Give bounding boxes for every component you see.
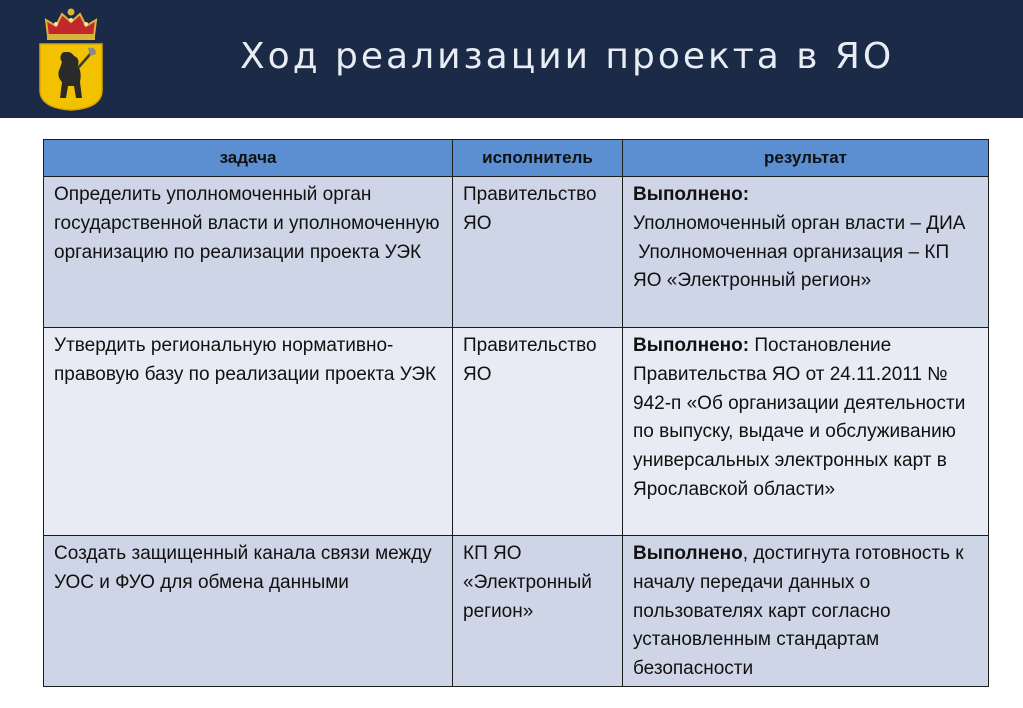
- task-cell: Утвердить региональную нормативно-правовую базу по реализации проекта УЭК: [44, 328, 453, 536]
- result-cell: [623, 328, 989, 536]
- result-status: Выполнено: [633, 543, 743, 564]
- column-header-executor: исполнитель: [453, 140, 623, 177]
- result-cell: [623, 177, 989, 328]
- column-header-result: результат: [623, 140, 989, 177]
- result-status: Выполнено:: [633, 184, 750, 205]
- result-status: Выполнено:: [633, 335, 750, 356]
- task-cell: Определить уполномоченный орган государственной власти и уполномоченную организацию по реализации проекта УЭК: [44, 177, 453, 328]
- executor-cell: КП ЯО «Электронный регион»: [453, 536, 623, 687]
- table-header-row: [44, 140, 989, 177]
- table-row: [44, 536, 989, 687]
- yaroslavl-coat-of-arms-icon: [34, 6, 108, 112]
- result-text: Уполномоченный орган власти – ДИА: [633, 212, 966, 234]
- column-header-task: задача: [44, 140, 453, 177]
- page-title: Ход реализации проекта в ЯО: [240, 36, 895, 77]
- result-cell: [623, 536, 989, 687]
- executor-cell: Правительство ЯО: [453, 177, 623, 328]
- result-text: Постановление Правительства ЯО от 24.11.2011 № 942-п «Об организации деятельности по выпуску, выдаче и обслуживанию универсальных электронных карт в Ярославской области»: [633, 335, 971, 500]
- result-text: Уполномоченная организация – КП ЯО «Электронный регион»: [633, 241, 955, 292]
- table-row: [44, 328, 989, 536]
- executor-cell: Правительство ЯО: [453, 328, 623, 536]
- task-cell: Создать защищенный канала связи между УОС и ФУО для обмена данными: [44, 536, 453, 687]
- progress-table: [43, 139, 989, 687]
- slide-header: [0, 0, 1023, 118]
- result-text: , достигнута готовность к началу передачи данных о пользователях карт согласно установленным стандартам безопасности: [633, 543, 964, 680]
- table-row: [44, 177, 989, 328]
